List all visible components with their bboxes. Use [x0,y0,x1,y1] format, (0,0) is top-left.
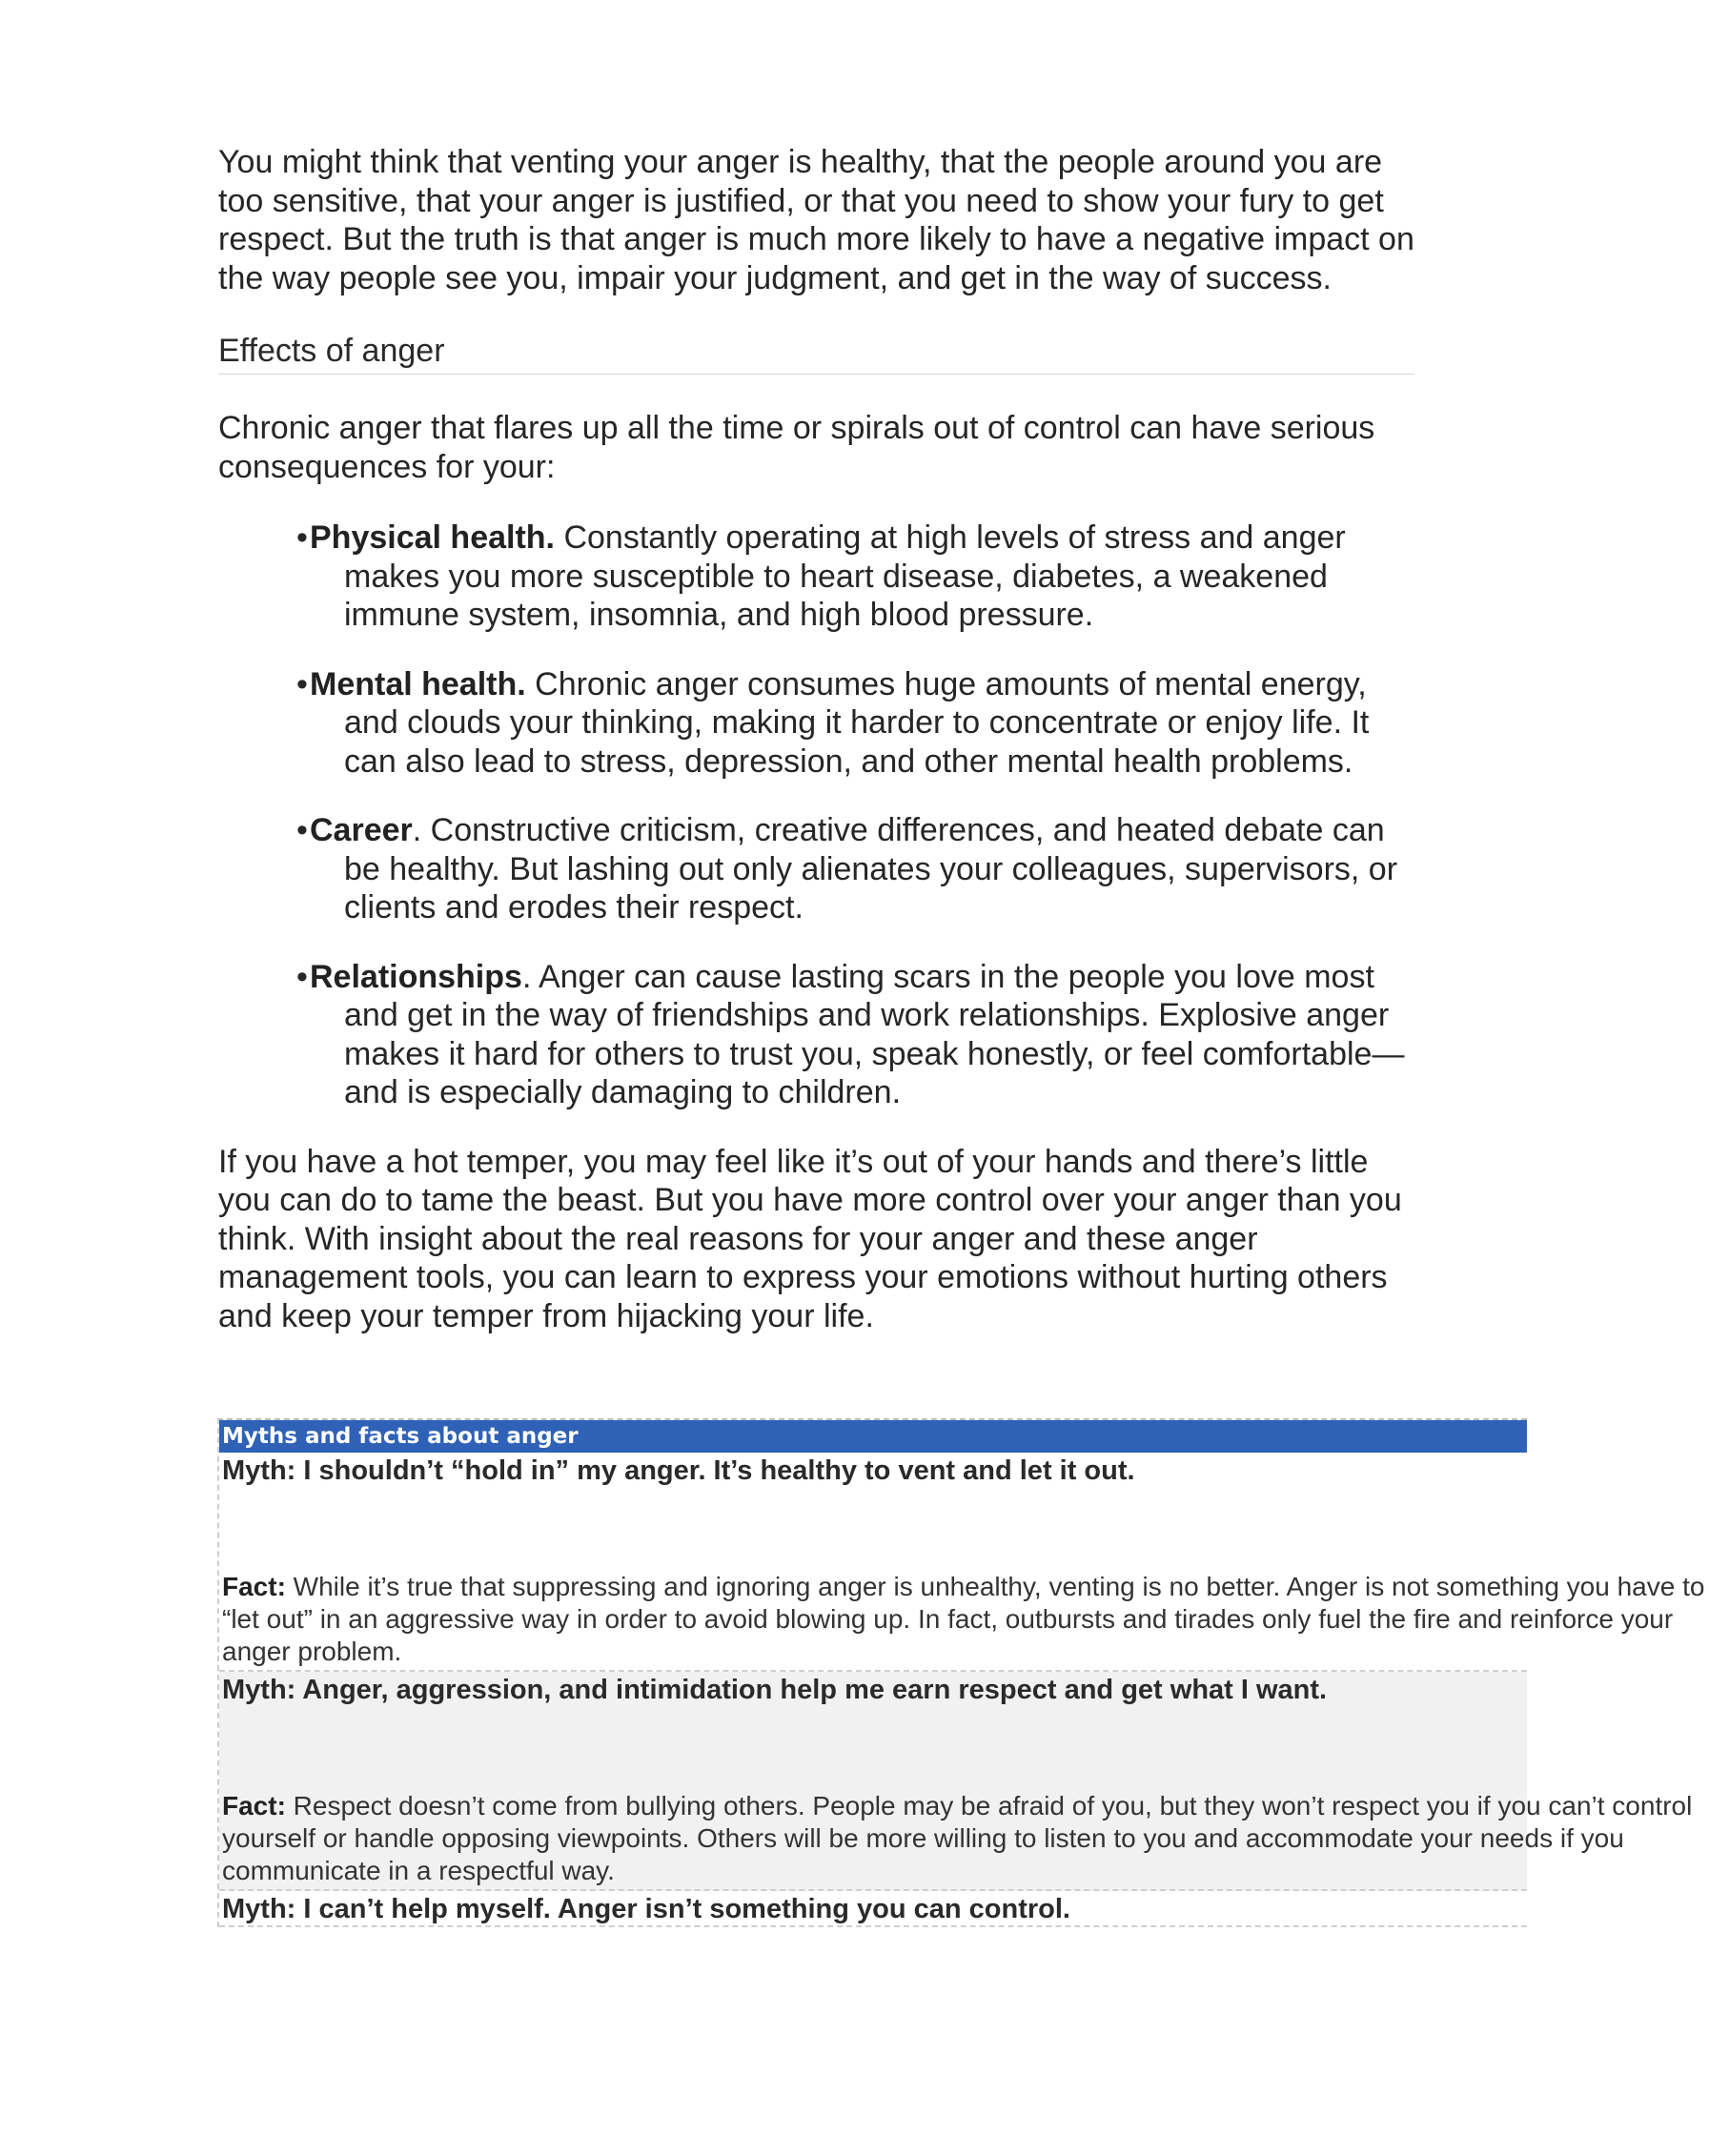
bullet-icon: • [296,812,308,848]
bullet-icon: • [296,958,308,995]
list-item-relationships [296,958,1414,1112]
fact-label: Fact: [222,1572,286,1601]
effects-intro-paragraph: Chronic anger that flares up all the time or spirals out of control can have serious consequences for your: [218,410,1375,485]
list-item-career [296,811,1414,927]
fact-body: Respect doesn’t come from bullying others. People may be afraid of you, but they won’t respect you if you can’t control yourself or handle opposing viewpoints. Others will be more willing to listen to you and accommodate your needs if you communicate in a respectful way. [222,1791,1693,1885]
fact-label: Fact: [222,1791,286,1820]
bullet-title: Mental health. [310,665,526,702]
closing-paragraph: If you have a hot temper, you may feel like it’s out of your hands and there’s little you can do to tame the beast. But you have more control over your anger than you think. With insight about the real reasons for your anger and these anger management tools, you can learn to express your emotions without hurting others and keep your temper from hijacking your life. [218,1143,1402,1334]
myth-fact-row [219,1891,1527,1927]
fact-body: While it’s true that suppressing and ignoring anger is unhealthy, venting is no better. Anger is not something you have to “let out” in an aggressive way in order to avoid blowing up. In fact, outbursts and tirades only fuel the fire and reinforce your anger problem. [222,1572,1705,1666]
myth-statement: Myth: I can’t help myself. Anger isn’t something you can control. [222,1894,1070,1924]
bullet-icon: • [296,665,308,702]
bullet-title: Relationships [310,958,522,995]
effects-list [218,519,1414,1112]
myth-statement: Myth: Anger, aggression, and intimidation help me earn respect and get what I want. [222,1675,1328,1705]
bullet-title: Physical health. [310,519,555,556]
bullet-text: Constantly operating at high levels of stress and anger makes you more susceptible to heart disease, diabetes, a weakened immune system, insomnia, and high blood pressure. [344,519,1346,633]
myth-statement: Myth: I shouldn’t “hold in” my anger. It’s healthy to vent and let it out. [222,1455,1135,1486]
bullet-title: Career [310,812,413,848]
bullet-text: . Constructive criticism, creative differences, and heated debate can be healthy. But lashing out only alienates your colleagues, supervisors, or clients and erodes their respect. [344,812,1398,925]
fact-text [222,1790,1709,1889]
myths-facts-table [217,1418,1705,1927]
bullet-icon: • [296,519,308,556]
section-heading: Effects of anger [218,332,1414,375]
fact-text [222,1571,1709,1670]
list-item-physical-health [296,519,1414,635]
article-body [218,143,1414,1335]
bullet-text: Chronic anger consumes huge amounts of mental energy, and clouds your thinking, making it harder to concentrate or enjoy life. It can also lead to stress, depression, and other mental health problems. [344,665,1370,780]
myth-fact-row [219,1453,1705,1672]
bullet-text: . Anger can cause lasting scars in the people you love most and get in the way of friendships and work relationships. Explosive anger makes it hard for others to trust you, speak honestly, or feel comfortable—and is especially damaging to children. [344,958,1405,1110]
myths-table-header: Myths and facts about anger [219,1420,1527,1453]
intro-paragraph: You might think that venting your anger is healthy, that the people around you are too sensitive, that your anger is justified, or that you need to show your fury to get respect. But the truth is that anger is much more likely to have a negative impact on the way people see you, impair your judgment, and get in the way of success. [218,144,1414,296]
myth-fact-row [219,1672,1693,1891]
list-item-mental-health [296,665,1414,782]
